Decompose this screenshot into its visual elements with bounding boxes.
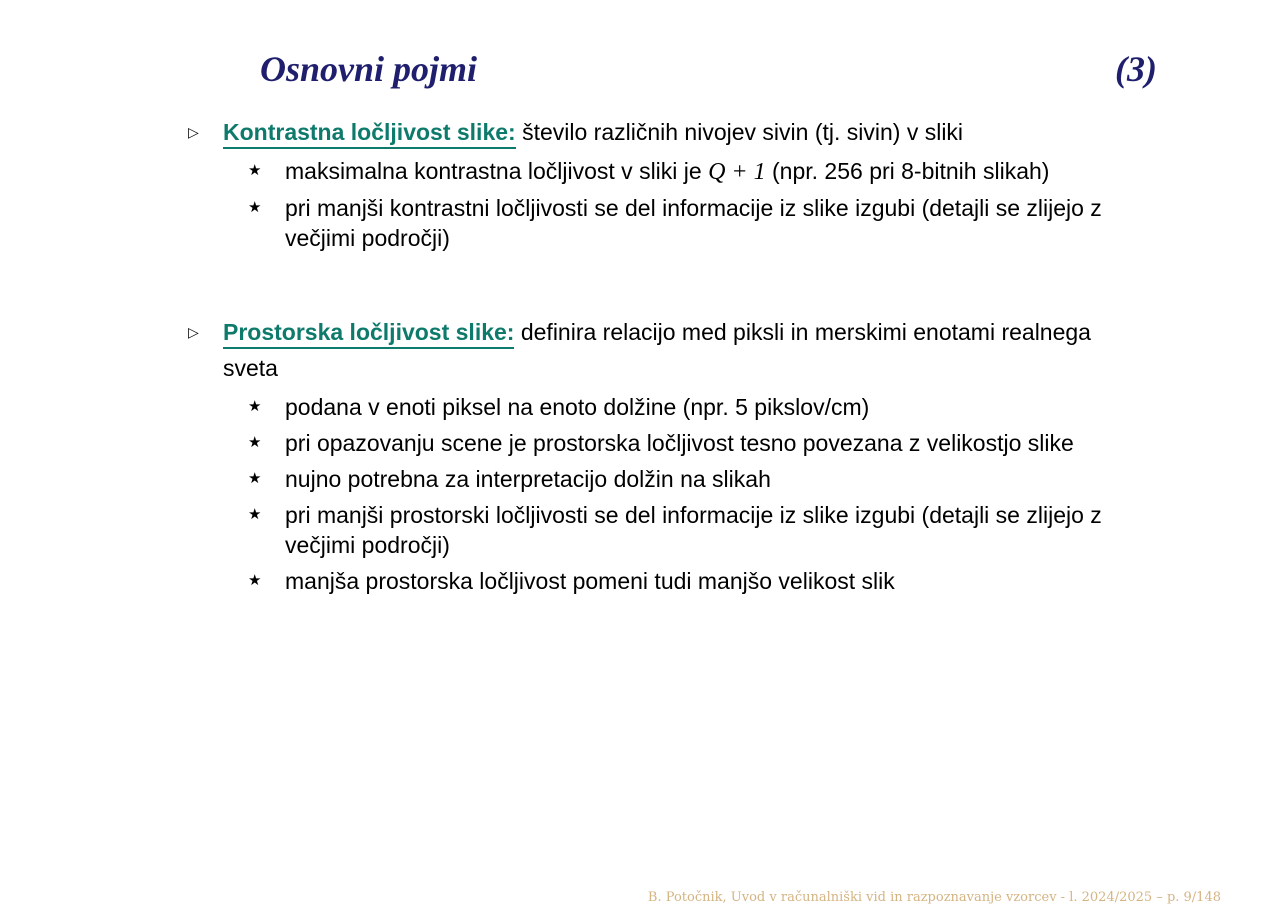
item-text: pri manjši kontrastni ločljivosti se del informacije iz slike izgubi (detajli se zlijejo z večjimi področji) xyxy=(285,195,1102,251)
section-contrast-resolution xyxy=(188,114,1138,259)
item-text: pri manjši prostorski ločljivosti se del informacije iz slike izgubi (detajli se zlijejo z večjimi področji) xyxy=(285,502,1102,558)
star-bullet-icon: ★ xyxy=(248,572,262,589)
section-spatial-resolution xyxy=(188,314,1138,602)
triangle-bullet-icon: ▷ xyxy=(188,324,199,340)
star-bullet-icon: ★ xyxy=(248,199,262,216)
star-bullet-icon: ★ xyxy=(248,162,262,179)
term-contrast-resolution: Kontrastna ločljivost slike: xyxy=(223,119,516,149)
list-item xyxy=(248,193,1138,253)
definition-text: število različnih nivojev sivin (tj. sivin) v sliki xyxy=(515,119,964,145)
math-expression: Q + 1 xyxy=(708,159,766,185)
list-item xyxy=(248,566,1138,596)
term-spatial-resolution: Prostorska ločljivost slike: xyxy=(223,319,514,349)
star-bullet-icon: ★ xyxy=(248,434,262,451)
item-text: nujno potrebna za interpretacijo dolžin na slikah xyxy=(285,466,771,492)
list-item xyxy=(248,464,1138,494)
sub-list xyxy=(188,392,1138,596)
sub-list xyxy=(188,156,1138,253)
definition-text: definira relacijo med piksli in merskimi enotami realnega sveta xyxy=(223,319,1091,381)
list-item xyxy=(248,428,1138,458)
list-item xyxy=(248,500,1138,560)
footer-citation: B. Potočnik, Uvod v računalniški vid in razpoznavanje vzorcev - l. 2024/2025 – p. 9/148 xyxy=(647,890,1221,905)
bullet-contrast-resolution xyxy=(188,114,1138,150)
item-text: manjša prostorska ločljivost pomeni tudi manjšo velikost slik xyxy=(285,568,895,594)
slide-title: Osnovni pojmi xyxy=(260,49,478,89)
item-text: podana v enoti piksel na enoto dolžine (npr. 5 pikslov/cm) xyxy=(285,394,870,420)
bullet-spatial-resolution xyxy=(188,314,1138,386)
star-bullet-icon: ★ xyxy=(248,506,262,523)
list-item xyxy=(248,156,1138,187)
star-bullet-icon: ★ xyxy=(248,470,262,487)
list-item xyxy=(248,392,1138,422)
slide-number: (3) xyxy=(1115,49,1157,89)
item-text-after: (npr. 256 pri 8-bitnih slikah) xyxy=(765,158,1050,184)
triangle-bullet-icon: ▷ xyxy=(188,124,199,140)
item-text: pri opazovanju scene je prostorska ločljivost tesno povezana z velikostjo slike xyxy=(285,430,1074,456)
star-bullet-icon: ★ xyxy=(248,398,262,415)
item-text: maksimalna kontrastna ločljivost v sliki je xyxy=(285,158,709,184)
